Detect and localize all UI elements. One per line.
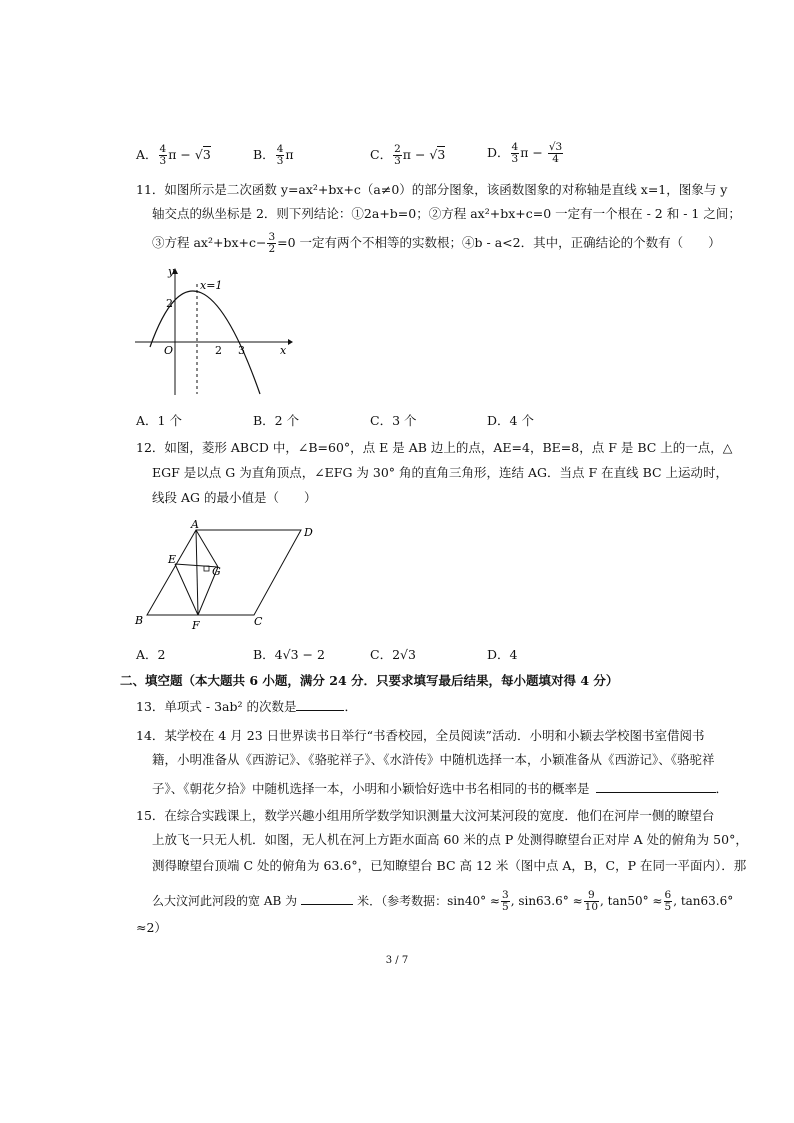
fraction: $\frac{4}{3}$	[159, 143, 167, 167]
x-axis-arrow	[288, 339, 293, 345]
q11-option-b: B．2 个	[253, 413, 300, 428]
answer-blank[interactable]	[296, 698, 344, 711]
q15-line-4: 么大汶河此河段的宽 AB 为 米．（参考数据：sin40° ≈ $\frac{3}{5}$ , sin63.6° ≈ $\frac{9}{10}$ , tan50° ≈ $\frac{6}{5}$ , tan63.6°	[152, 889, 734, 913]
q14-line-2: 籍，小明准备从《西游记》、《骆驼祥子》、《水浒传》中随机选择一本，小颖准备从《西游记》、《骆驼祥	[152, 752, 715, 767]
q10-option-d: D． $\frac{4}{3}$ π − $\frac{√3}{4}$	[487, 141, 563, 165]
q10-option-c: C． $\frac{2}{3}$ π − √3	[370, 143, 446, 167]
symmetry-label: x=1	[200, 279, 223, 292]
q11-option-d: D．4 个	[487, 413, 534, 428]
y-label: y	[168, 265, 175, 278]
q15-line-5: ≈2）	[136, 920, 167, 935]
q12-option-c: C．2√3	[370, 647, 416, 662]
section-heading: 二、填空题（本大题共 6 小题，满分 24 分．只要求填写最后结果，每小题填对得 4 分）	[120, 673, 619, 688]
segment-ef	[175, 564, 198, 615]
q15-line-1: 15．在综合实践课上，数学兴趣小组用所学数学知识测量大汶河某河段的宽度．他们在河岸一侧的瞭望台	[136, 808, 715, 823]
q11-line-3: ③方程 ax²+bx+c− $\frac{3}{2}$ =0 一定有两个不相等的实数根；④b - a<2．其中，正确结论的个数有（ ）	[152, 231, 721, 255]
q13: 13．单项式 - 3ab² 的次数是 ．	[136, 699, 357, 714]
rhombus-abcd	[147, 530, 301, 615]
q10-option-b: B． $\frac{4}{3}$ π	[253, 143, 294, 167]
q15-line-3: 测得瞭望台顶端 C 处的俯角为 63.6°，已知瞭望台 BC 高 12 米（图中点 A，B，C，P 在同一平面内）．那	[152, 858, 747, 873]
tick-2-label: 2	[215, 344, 222, 357]
segment-ag	[196, 530, 218, 567]
q12-option-d: D．4	[487, 647, 518, 662]
label-c: C	[254, 615, 263, 628]
y-intercept-label: 2	[166, 297, 173, 310]
label-b: B	[135, 614, 144, 627]
q12-line-3: 线段 AG 的最小值是（ ）	[152, 490, 317, 505]
q14-line-3: 子》、《朝花夕拾》中随机选择一本，小明和小颖恰好选中书名相同的书的概率是 ．	[152, 781, 729, 796]
q12-option-a: A．2	[136, 647, 166, 662]
q12-option-b: B．4√3 − 2	[253, 647, 325, 662]
q11-line-2: 轴交点的纵坐标是 2．则下列结论：①2a+b=0；②方程 ax²+bx+c=0 一定有一个根在 - 2 和 - 1 之间；	[152, 206, 741, 221]
origin-label: O	[164, 344, 174, 357]
segment-af	[196, 530, 198, 615]
q14-line-1: 14．某学校在 4 月 23 日世界读书日举行“书香校园，全员阅读”活动．小明和小颖去学校图书室借阅书	[136, 728, 705, 743]
q11-line-1: 11．如图所示是二次函数 y=ax²+bx+c（a≠0）的部分图象，该函数图象的对称轴是直线 x=1，图象与 y	[136, 182, 728, 197]
label-f: F	[192, 619, 200, 632]
label-e: E	[168, 553, 177, 566]
q11-option-c: C．3 个	[370, 413, 417, 428]
x-label: x	[280, 344, 287, 357]
page-number: 3 / 7	[385, 955, 409, 966]
answer-blank[interactable]	[596, 780, 716, 793]
tick-3-label: 3	[238, 344, 245, 357]
label-g: G	[212, 565, 221, 578]
answer-blank[interactable]	[301, 892, 353, 905]
label-d: D	[304, 526, 313, 539]
q12-line-2: EGF 是以点 G 为直角顶点，∠EFG 为 30° 角的直角三角形，连结 AG．当点 F 在直线 BC 上运动时，	[152, 465, 729, 480]
label-a: A	[191, 518, 199, 531]
q15-line-2: 上放飞一只无人机．如图，无人机在河上方距水面高 60 米的点 P 处测得瞭望台正对岸 A 处的俯角为 50°，	[152, 832, 748, 847]
parabola-graph	[130, 262, 295, 397]
q10-option-a: A． $\frac{4}{3}$ π − √3	[136, 143, 211, 167]
q11-option-a: A．1 个	[136, 413, 182, 428]
rhombus-figure	[130, 515, 330, 635]
q12-line-1: 12．如图，菱形 ABCD 中，∠B=60°，点 E 是 AB 边上的点，AE=4，BE=8，点 F 是 BC 上的一点，△	[136, 440, 733, 455]
